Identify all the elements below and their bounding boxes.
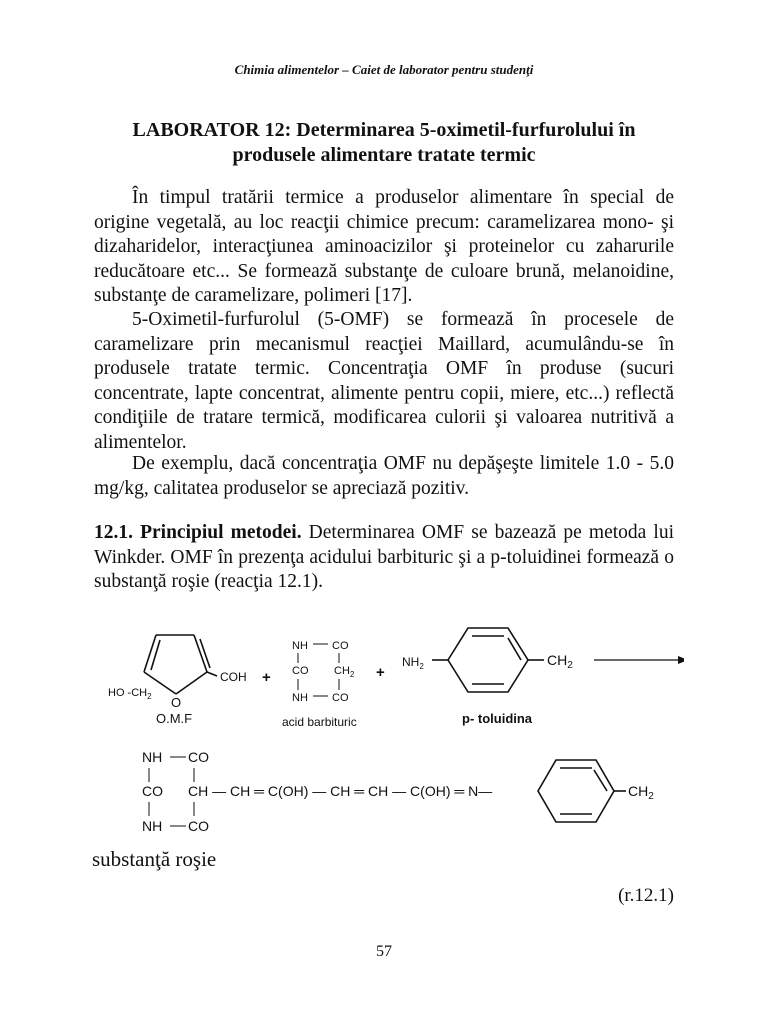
omf-ho-text: HO -CH — [108, 687, 148, 699]
running-header: Chimia alimentelor – Caiet de laborator pentru studenţi — [234, 62, 534, 77]
title-line-2: produsele alimentare tratate termic — [232, 144, 536, 166]
barb-nh-top: NH — [292, 640, 308, 652]
paragraph-text: De exemplu, dacă concentraţia OMF nu depăşeşte limitele 1.0 - 5.0 mg/kg, calitatea produselor se apreciază pozitiv. — [94, 453, 674, 499]
prod-co-bot: CO — [188, 818, 209, 834]
barb-ch-text: CH — [334, 665, 350, 677]
prod-co-mid: CO — [142, 783, 163, 799]
section-principle — [94, 521, 674, 595]
omf-label: O.M.F — [156, 711, 193, 726]
omf-oxygen: O — [171, 695, 182, 710]
plus-1: + — [262, 669, 271, 686]
prod-ch2 — [628, 783, 654, 802]
title-line-1: LABORATOR 12: Determinarea 5-oximetil-furfurolului în — [132, 119, 636, 141]
paragraph-text: 5-Oximetil-furfurolul (5-OMF) se formează în procesele de caramelizare prin mecanismul reacţiei Maillard, acumulându-se în produsele tratate termic. Concentraţia OMF în produse (sucuri concentrate, lapte concentrat, alimente pentru copii, miere, etc...) reflectă condiţiile de tratare termică, modificarea culorii şi valoarea nutritivă a alimentelor. — [94, 309, 674, 453]
omf-coh: COH — [220, 670, 247, 684]
tol-label: p- toluidina — [462, 711, 533, 726]
omf-ho — [108, 687, 152, 701]
product-ring — [538, 760, 626, 822]
toluidine-ring — [432, 628, 544, 692]
prod-chain: CH — CH ═ C(OH) — CH ═ CH — C(OH) ═ N— — [188, 783, 493, 799]
reaction-arrow — [594, 656, 684, 664]
tol-nh-sub: 2 — [419, 662, 424, 671]
barb-nh-bot: NH — [292, 692, 308, 704]
barb-ch2 — [334, 665, 355, 679]
barb-co-bot: CO — [332, 692, 349, 704]
tol-nh-text: NH — [402, 655, 420, 669]
prod-ch-text: CH — [628, 783, 649, 799]
omf-structure — [144, 635, 217, 694]
barb-co-top: CO — [332, 640, 349, 652]
paragraph-2 — [94, 308, 674, 455]
equation-number: (r.12.1) — [618, 885, 674, 906]
omf-ho-sub: 2 — [147, 692, 152, 701]
paragraph-3 — [94, 452, 674, 501]
prod-ch-sub: 2 — [648, 791, 654, 802]
tol-ch-sub: 2 — [567, 660, 573, 671]
barb-co-mid: CO — [292, 665, 309, 677]
reaction-scheme — [94, 612, 684, 847]
barb-label: acid barbituric — [282, 715, 357, 729]
tol-ch2 — [547, 652, 573, 671]
page-number: 57 — [376, 943, 392, 960]
section-heading: 12.1. Principiul metodei. — [94, 522, 302, 543]
paragraph-text: În timpul tratării termice a produselor alimentare în special de origine vegetală, au loc reacţii chimice precum: caramelizarea mono- şi dizaharidelor, interacţiunea aminoacizilor şi proteinelor cu zaharurile reducătoare etc... Se formează substanţe de culoare brună, melanoidine, substanţe de caramelizare, polimeri [17]. — [94, 187, 674, 306]
tol-ch-text: CH — [547, 652, 568, 668]
plus-2: + — [376, 664, 385, 681]
section-text: Determinarea OMF se bazează pe metoda lui Winkder. OMF în prezenţa acidului barbituric şi a p-toluidinei formează o substanţă roşie (reacţia 12.1). — [94, 522, 674, 592]
prod-nh-top: NH — [142, 749, 163, 765]
product-caption: substanţă roşie — [92, 847, 217, 871]
prod-co-top: CO — [188, 749, 209, 765]
page-title — [94, 118, 674, 168]
tol-nh2 — [402, 655, 424, 671]
barb-ch-sub: 2 — [349, 670, 355, 679]
paragraph-1 — [94, 186, 674, 309]
prod-nh-bot: NH — [142, 818, 163, 834]
